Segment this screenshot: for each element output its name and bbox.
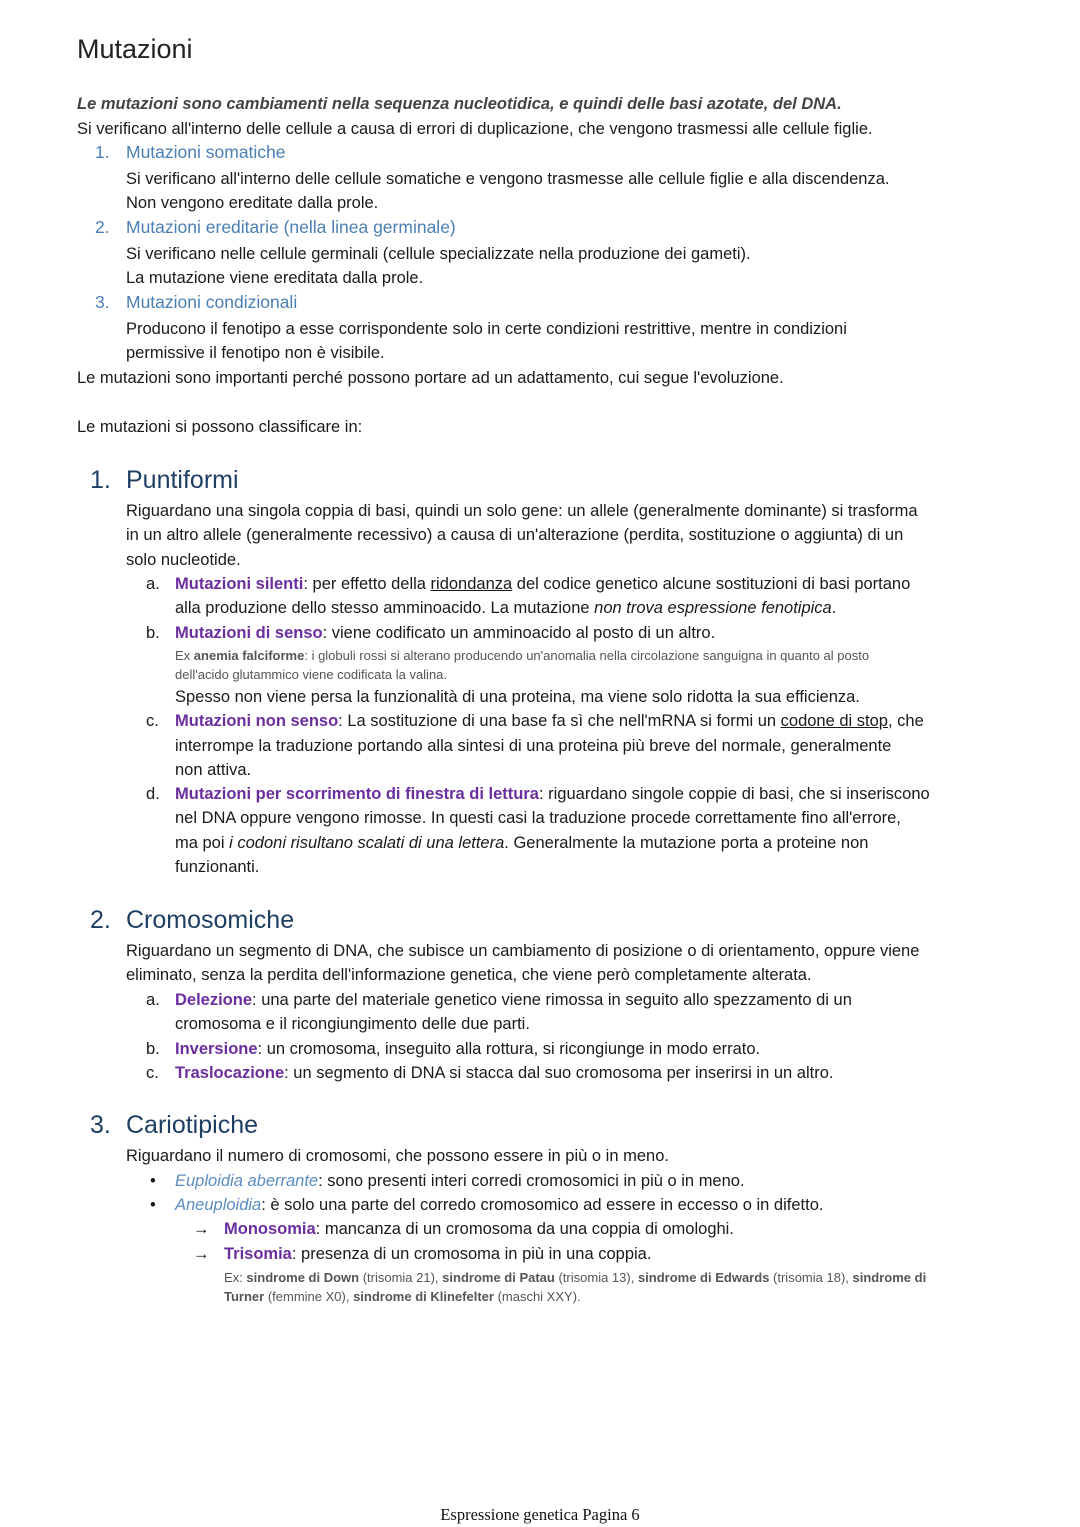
item-nonsenso-line3: non attiva. xyxy=(175,761,252,779)
section-2-number: 2. xyxy=(90,906,111,934)
page-footer: Espressione genetica Pagina 6 xyxy=(440,1505,640,1524)
section-3-heading xyxy=(90,1111,258,1140)
intro-definition: Le mutazioni sono cambiamenti nella sequenza nucleotidica, e quindi delle basi azotate, del DNA. xyxy=(77,95,842,113)
item-nonsenso-line2: interrompe la traduzione portando alla sintesi di una proteina più breve del normale, generalmente xyxy=(175,737,892,755)
type-3-line: permissive il fenotipo non è visibile. xyxy=(126,344,385,362)
term-silenti: Mutazioni silenti xyxy=(175,575,304,593)
item-monosomia: Monosomia: mancanza di un cromosoma da una coppia di omologhi. xyxy=(224,1220,734,1238)
example-note-line2: dell'acido glutammico viene codificata la valina. xyxy=(175,667,448,682)
list-label: a. xyxy=(146,575,160,593)
section-2-desc: eliminato, senza la perdita dell'informazione genetica, che viene però completamente alterata. xyxy=(126,966,812,984)
section-1-number: 1. xyxy=(90,466,111,494)
type-2-line: La mutazione viene ereditata dalla prole. xyxy=(126,269,424,287)
item-scorrimento: Mutazioni per scorrimento di finestra di lettura: riguardano singole coppie di basi, che si inseriscono xyxy=(175,785,930,803)
term-aneuploidia: Aneuploidia xyxy=(175,1196,262,1214)
item-scorrimento-line3: ma poi i codoni risultano scalati di una lettera. Generalmente la mutazione porta a proteine non xyxy=(175,834,869,852)
item-scorrimento-line2: nel DNA oppure vengono rimosse. In questi casi la traduzione procede correttamente fino all'errore, xyxy=(175,809,901,827)
term-traslocazione: Traslocazione xyxy=(175,1064,285,1082)
type-2-number: 2. xyxy=(95,217,110,237)
section-1-desc: in un altro allele (generalmente recessivo) a causa di un'alterazione (perdita, sostituzione o aggiunta) di un xyxy=(126,526,904,544)
type-2-line: Si verificano nelle cellule germinali (cellule specializzate nella produzione dei gameti). xyxy=(126,245,751,263)
list-label: d. xyxy=(146,785,160,803)
type-2-title: Mutazioni ereditarie (nella linea germinale) xyxy=(126,217,456,237)
syndrome-examples-line2: Turner (femmine X0), sindrome di Klinefelter (maschi XXY). xyxy=(224,1289,581,1304)
item-senso-line3: Spesso non viene persa la funzionalità di una proteina, ma viene solo ridotta la sua efficienza. xyxy=(175,688,860,706)
section-3-number: 3. xyxy=(90,1111,111,1139)
item-delezione-line2: cromosoma e il ricongiungimento delle due parti. xyxy=(175,1015,530,1033)
list-label: b. xyxy=(146,624,160,642)
section-1-heading xyxy=(90,466,239,495)
item-nonsenso: Mutazioni non senso: La sostituzione di una base fa sì che nell'mRNA si formi un codone di stop, che xyxy=(175,712,924,730)
item-silenti: Mutazioni silenti: per effetto della ridondanza del codice genetico alcune sostituzioni di basi portano xyxy=(175,575,911,593)
section-3-desc: Riguardano il numero di cromosomi, che possono essere in più o in meno. xyxy=(126,1147,669,1165)
section-2-heading xyxy=(90,906,294,935)
list-label: a. xyxy=(146,991,160,1009)
term-trisomia: Trisomia xyxy=(224,1245,292,1263)
item-senso: Mutazioni di senso: viene codificato un amminoacido al posto di un altro. xyxy=(175,624,716,642)
section-1-desc: solo nucleotide. xyxy=(126,551,241,569)
item-traslocazione: Traslocazione: un segmento di DNA si stacca dal suo cromosoma per inserirsi in un altro. xyxy=(175,1064,834,1082)
item-delezione: Delezione: una parte del materiale genetico viene rimossa in seguito allo spezzamento di un xyxy=(175,991,852,1009)
item-inversione: Inversione: un cromosoma, inseguito alla rottura, si ricongiunge in modo errato. xyxy=(175,1040,761,1058)
type-1-line: Si verificano all'interno delle cellule somatiche e vengono trasmesse alle cellule figlie e alla discendenza. xyxy=(126,170,890,188)
type-1-line: Non vengono ereditate dalla prole. xyxy=(126,194,379,212)
arrow-right-icon: → xyxy=(193,1245,210,1263)
importance-text: Le mutazioni sono importanti perché possono portare ad un adattamento, cui segue l'evoluzione. xyxy=(77,369,784,387)
type-1-title: Mutazioni somatiche xyxy=(126,142,286,162)
underlined-term: ridondanza xyxy=(430,575,513,593)
term-senso: Mutazioni di senso xyxy=(175,624,323,642)
item-aneuploidia: Aneuploidia: è solo una parte del corredo cromosomico ad essere in eccesso o in difetto. xyxy=(175,1196,824,1214)
term-inversione: Inversione xyxy=(175,1040,258,1058)
bullet-icon: • xyxy=(150,1172,156,1190)
list-label: b. xyxy=(146,1040,160,1058)
example-note: Ex anemia falciforme: i globuli rossi si alterano producendo un'anomalia nella circolazione sanguigna in quanto al posto xyxy=(175,648,870,663)
type-3-number: 3. xyxy=(95,292,110,312)
term-nonsenso: Mutazioni non senso xyxy=(175,712,339,730)
bullet-icon: • xyxy=(150,1196,156,1214)
type-1-number: 1. xyxy=(95,142,110,162)
section-1-desc: Riguardano una singola coppia di basi, quindi un solo gene: un allele (generalmente dominante) si trasforma xyxy=(126,502,918,520)
item-trisomia: Trisomia: presenza di un cromosoma in più in una coppia. xyxy=(224,1245,652,1263)
type-3-title: Mutazioni condizionali xyxy=(126,292,298,312)
section-1-title: Puntiformi xyxy=(126,466,239,494)
syndrome-examples: Ex: sindrome di Down (trisomia 21), sindrome di Patau (trisomia 13), sindrome di Edwards (trisomia 18), sindrome di xyxy=(224,1270,927,1285)
term-delezione: Delezione xyxy=(175,991,253,1009)
intro-line: Si verificano all'interno delle cellule a causa di errori di duplicazione, che vengono trasmessi alle cellule figlie. xyxy=(77,120,873,138)
classify-text: Le mutazioni si possono classificare in: xyxy=(77,418,363,436)
item-scorrimento-line4: funzionanti. xyxy=(175,858,260,876)
item-silenti-line2: alla produzione dello stesso amminoacido. La mutazione non trova espressione fenotipica. xyxy=(175,599,837,617)
term-monosomia: Monosomia xyxy=(224,1220,316,1238)
list-label: c. xyxy=(146,712,159,730)
section-3-title: Cariotipiche xyxy=(126,1111,259,1139)
item-euploidia: Euploidia aberrante: sono presenti interi corredi cromosomici in più o in meno. xyxy=(175,1172,745,1190)
page-title: Mutazioni xyxy=(77,34,193,64)
type-3-line: Producono il fenotipo a esse corrispondente solo in certe condizioni restrittive, mentre in condizioni xyxy=(126,320,847,338)
term-scorrimento: Mutazioni per scorrimento di finestra di lettura xyxy=(175,785,539,803)
list-label: c. xyxy=(146,1064,159,1082)
term-euploidia: Euploidia aberrante xyxy=(175,1172,319,1190)
underlined-term: codone di stop xyxy=(780,712,888,730)
arrow-right-icon: → xyxy=(193,1220,210,1238)
section-2-desc: Riguardano un segmento di DNA, che subisce un cambiamento di posizione o di orientamento, oppure viene xyxy=(126,942,920,960)
section-2-title: Cromosomiche xyxy=(126,906,295,934)
